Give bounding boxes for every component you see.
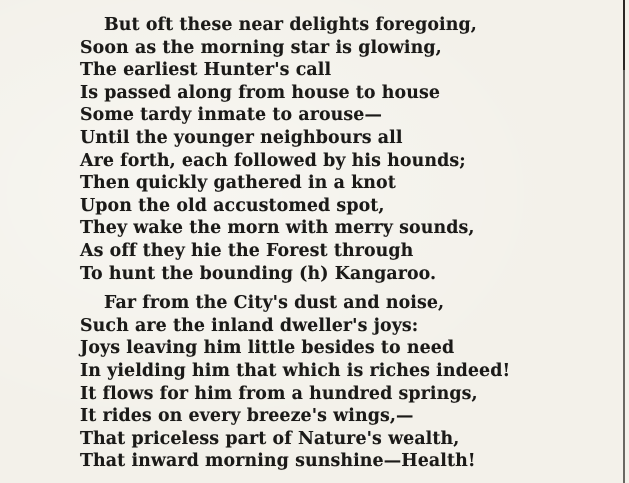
poem-line: Joys leaving him little besides to need [80, 338, 455, 359]
poem-line: Upon the old accustomed spot, [80, 195, 385, 216]
poem-line: In yielding him that which is riches indeed! [80, 360, 511, 381]
column-rule [623, 0, 625, 483]
poem-line: But oft these near delights foregoing, [104, 15, 477, 35]
column-rule-top [623, 0, 625, 70]
poem-line: The earliest Hunter's call [80, 60, 332, 81]
poem-line: Then quickly gathered in a knot [80, 173, 396, 194]
poem-line: Are forth, each followed by his hounds; [80, 150, 466, 171]
poem-line: It flows for him from a hundred springs, [80, 383, 478, 404]
poem-line: Such are the inland dweller's joys: [80, 315, 419, 336]
poem-line: That inward morning sunshine—Health! [80, 451, 476, 472]
poem-line: Some tardy inmate to arouse— [80, 105, 382, 126]
poem-line: Soon as the morning star is glowing, [80, 37, 442, 58]
poem-line: To hunt the bounding (h) Kangaroo. [80, 263, 437, 284]
poem-line: It rides on every breeze's wings,— [80, 406, 414, 427]
poem-line: They wake the morn with merry sounds, [80, 218, 475, 239]
poem-line: Is passed along from house to house [80, 82, 441, 103]
poem-line: Until the younger neighbours all [80, 127, 403, 148]
stanza-1 [80, 14, 610, 285]
poem-line: As off they hie the Forest through [80, 240, 414, 261]
stanza-2 [80, 292, 610, 473]
poem-line: Far from the City's dust and noise, [104, 293, 445, 314]
poem-line: That priceless part of Nature's wealth, [80, 428, 460, 449]
poem [80, 14, 610, 473]
